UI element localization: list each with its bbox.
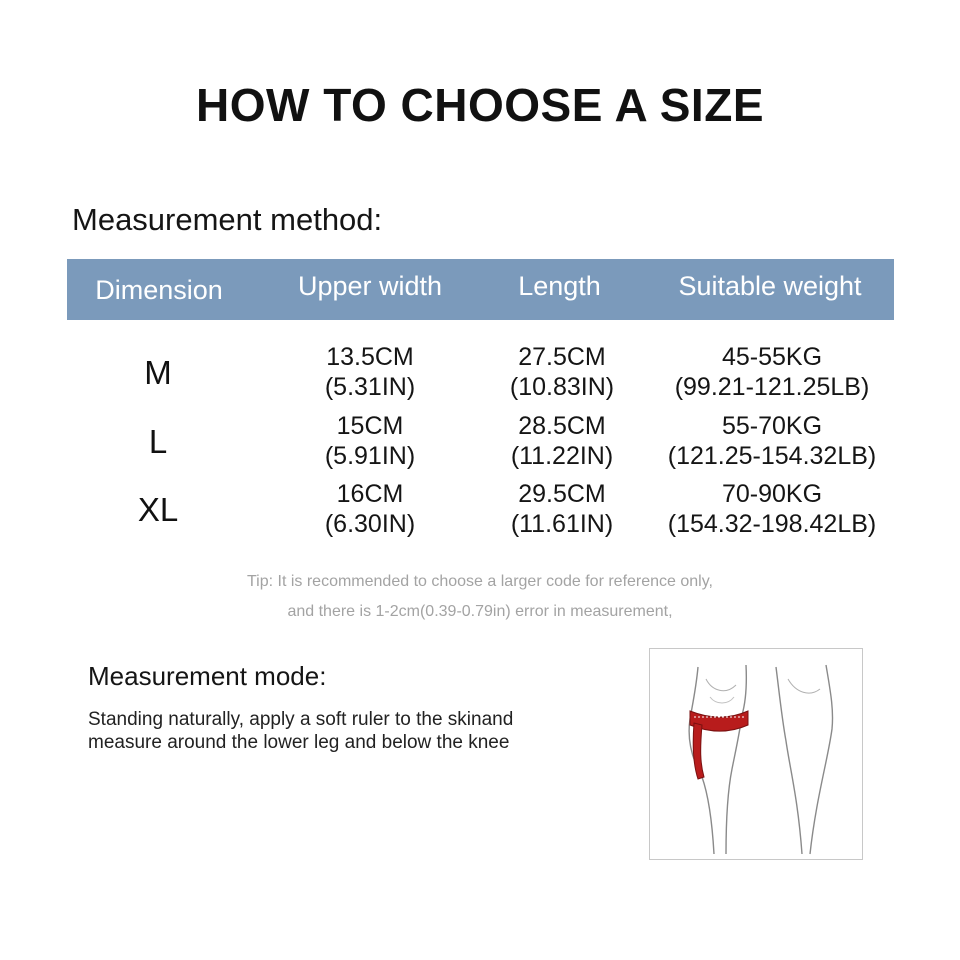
leg-measurement-illustration: [649, 648, 863, 860]
header-suitable-weight: Suitable weight: [678, 271, 862, 301]
upper-width-cm: 15CM: [336, 412, 404, 440]
upper-width-cell: [273, 411, 467, 471]
tape-tail: [693, 723, 704, 779]
measurement-mode-heading: Measurement mode:: [88, 661, 327, 691]
length-in: (11.22IN): [510, 442, 614, 470]
upper-width-cm: 13.5CM: [326, 343, 414, 371]
weight-lb: (121.25-154.32LB): [667, 442, 877, 470]
tip-text-line-1: Tip: It is recommended to choose a larger code for reference only,: [246, 573, 713, 590]
table-row: [67, 411, 894, 479]
size-label: L: [148, 423, 168, 460]
size-label: M: [144, 354, 172, 391]
size-table-header: [67, 259, 894, 320]
upper-width-cell: [273, 342, 467, 402]
measurement-method-heading: Measurement method:: [72, 202, 383, 237]
right-leg-front-contour: [810, 665, 833, 854]
left-leg-inner-contour: [726, 665, 746, 854]
header-length: Length: [518, 271, 601, 301]
header-upper-width: Upper width: [297, 271, 443, 301]
upper-width-cm: 16CM: [336, 480, 404, 508]
knee-crease: [710, 697, 734, 703]
upper-width-cell: [273, 479, 467, 539]
weight-lb: (99.21-121.25LB): [674, 373, 870, 401]
mode-description-line-1: Standing naturally, apply a soft ruler to the skinand: [88, 709, 514, 730]
weight-cell: [637, 342, 907, 402]
length-cm: 29.5CM: [518, 480, 606, 508]
length-cell: [477, 342, 647, 402]
upper-width-in: (5.31IN): [324, 373, 416, 401]
page-title: HOW TO CHOOSE A SIZE: [196, 79, 764, 131]
length-in: (10.83IN): [509, 373, 615, 401]
measurement-mode-description: [88, 708, 608, 754]
length-cm: 27.5CM: [518, 343, 606, 371]
weight-kg: 55-70KG: [721, 412, 823, 440]
size-label: XL: [137, 491, 179, 528]
mode-description-line-2: measure around the lower leg and below the knee: [88, 732, 510, 753]
table-row: [67, 342, 894, 410]
length-cell: [477, 411, 647, 471]
length-in: (11.61IN): [510, 510, 614, 538]
weight-lb: (154.32-198.42LB): [667, 510, 877, 538]
length-cm: 28.5CM: [518, 412, 606, 440]
leg-icon: [650, 649, 862, 859]
tip-text-line-2: and there is 1-2cm(0.39-0.79in) error in measurement,: [287, 603, 673, 620]
header-dimension: Dimension: [95, 275, 223, 305]
right-knee-contour: [788, 679, 820, 693]
weight-cell: [637, 479, 907, 539]
weight-cell: [637, 411, 907, 471]
knee-contour: [706, 679, 736, 691]
weight-kg: 45-55KG: [721, 343, 823, 371]
upper-width-in: (5.91IN): [324, 442, 416, 470]
weight-kg: 70-90KG: [721, 480, 823, 508]
right-leg-back-contour: [776, 667, 802, 854]
upper-width-in: (6.30IN): [324, 510, 416, 538]
table-row: [67, 479, 894, 547]
length-cell: [477, 479, 647, 539]
